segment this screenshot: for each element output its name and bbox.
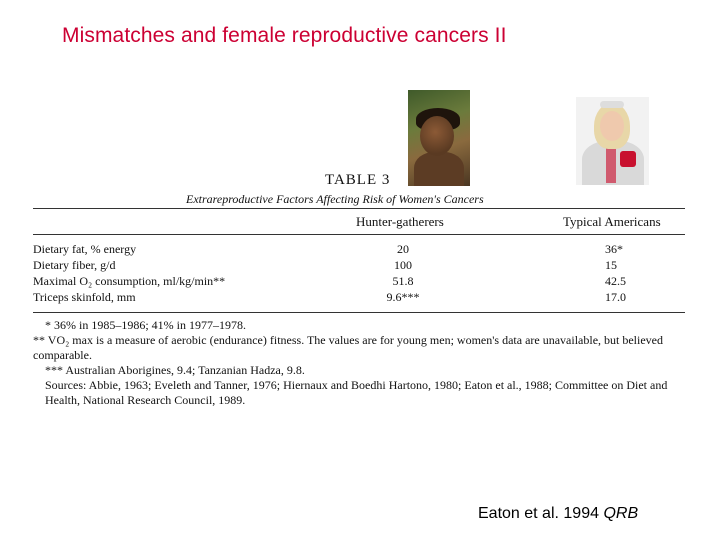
table-body [33,242,693,306]
footnote: ** VO₂ max is a measure of aerobic (endurance) fitness. The values are for young men; women's data are unavailable, but believed comparable. [33,333,664,362]
table-row [33,258,693,274]
column-header-hunter-gatherers: Hunter-gatherers [356,214,444,229]
hunter-gatherer-value: 20 [397,242,409,256]
typical-american-value: 17.0 [605,290,626,304]
typical-american-photo [576,97,649,185]
hunter-gatherer-value: 9.6*** [386,290,420,304]
table-rule-bottom [33,312,685,313]
row-label: Maximal O₂ consumption, ml/kg/min** [33,274,226,288]
typical-american-value: 42.5 [605,274,626,288]
row-label: Dietary fat, % energy [33,242,137,256]
slide-title: Mismatches and female reproductive cancers II [62,24,507,47]
hunter-gatherer-value: 100 [394,258,412,272]
row-label: Triceps skinfold, mm [33,290,136,304]
hunter-gatherer-value: 51.8 [392,274,414,288]
table-row [33,290,693,306]
table-subtitle: Extrareproductive Factors Affecting Risk of Women's Cancers [186,192,484,206]
table-row [33,274,693,290]
hunter-gatherer-photo [408,90,470,186]
table-footnotes [33,318,688,408]
column-header-typical-americans: Typical Americans [563,214,661,229]
typical-american-value: 15 [605,258,617,272]
table-rule-header [33,234,685,235]
table-title: TABLE 3 [325,172,391,188]
footnote: *** Australian Aborigines, 9.4; Tanzanian Hadza, 9.8. [45,363,305,377]
table-rule-top [33,208,685,209]
typical-american-value: 36* [605,242,623,256]
footnote-sources: Sources: Abbie, 1963; Eveleth and Tanner, 1976; Hiernaux and Boedhi Hartono, 1980; Eaton et al., 1988; Committee on Diet and Health, National Research Council, 1989. [45,378,668,407]
citation-text: Eaton et al. 1994 [478,505,604,522]
citation [478,505,638,523]
row-label: Dietary fiber, g/d [33,258,116,272]
table-row [33,242,693,258]
footnote: * 36% in 1985–1986; 41% in 1977–1978. [45,318,246,332]
citation-journal: QRB [603,505,639,522]
